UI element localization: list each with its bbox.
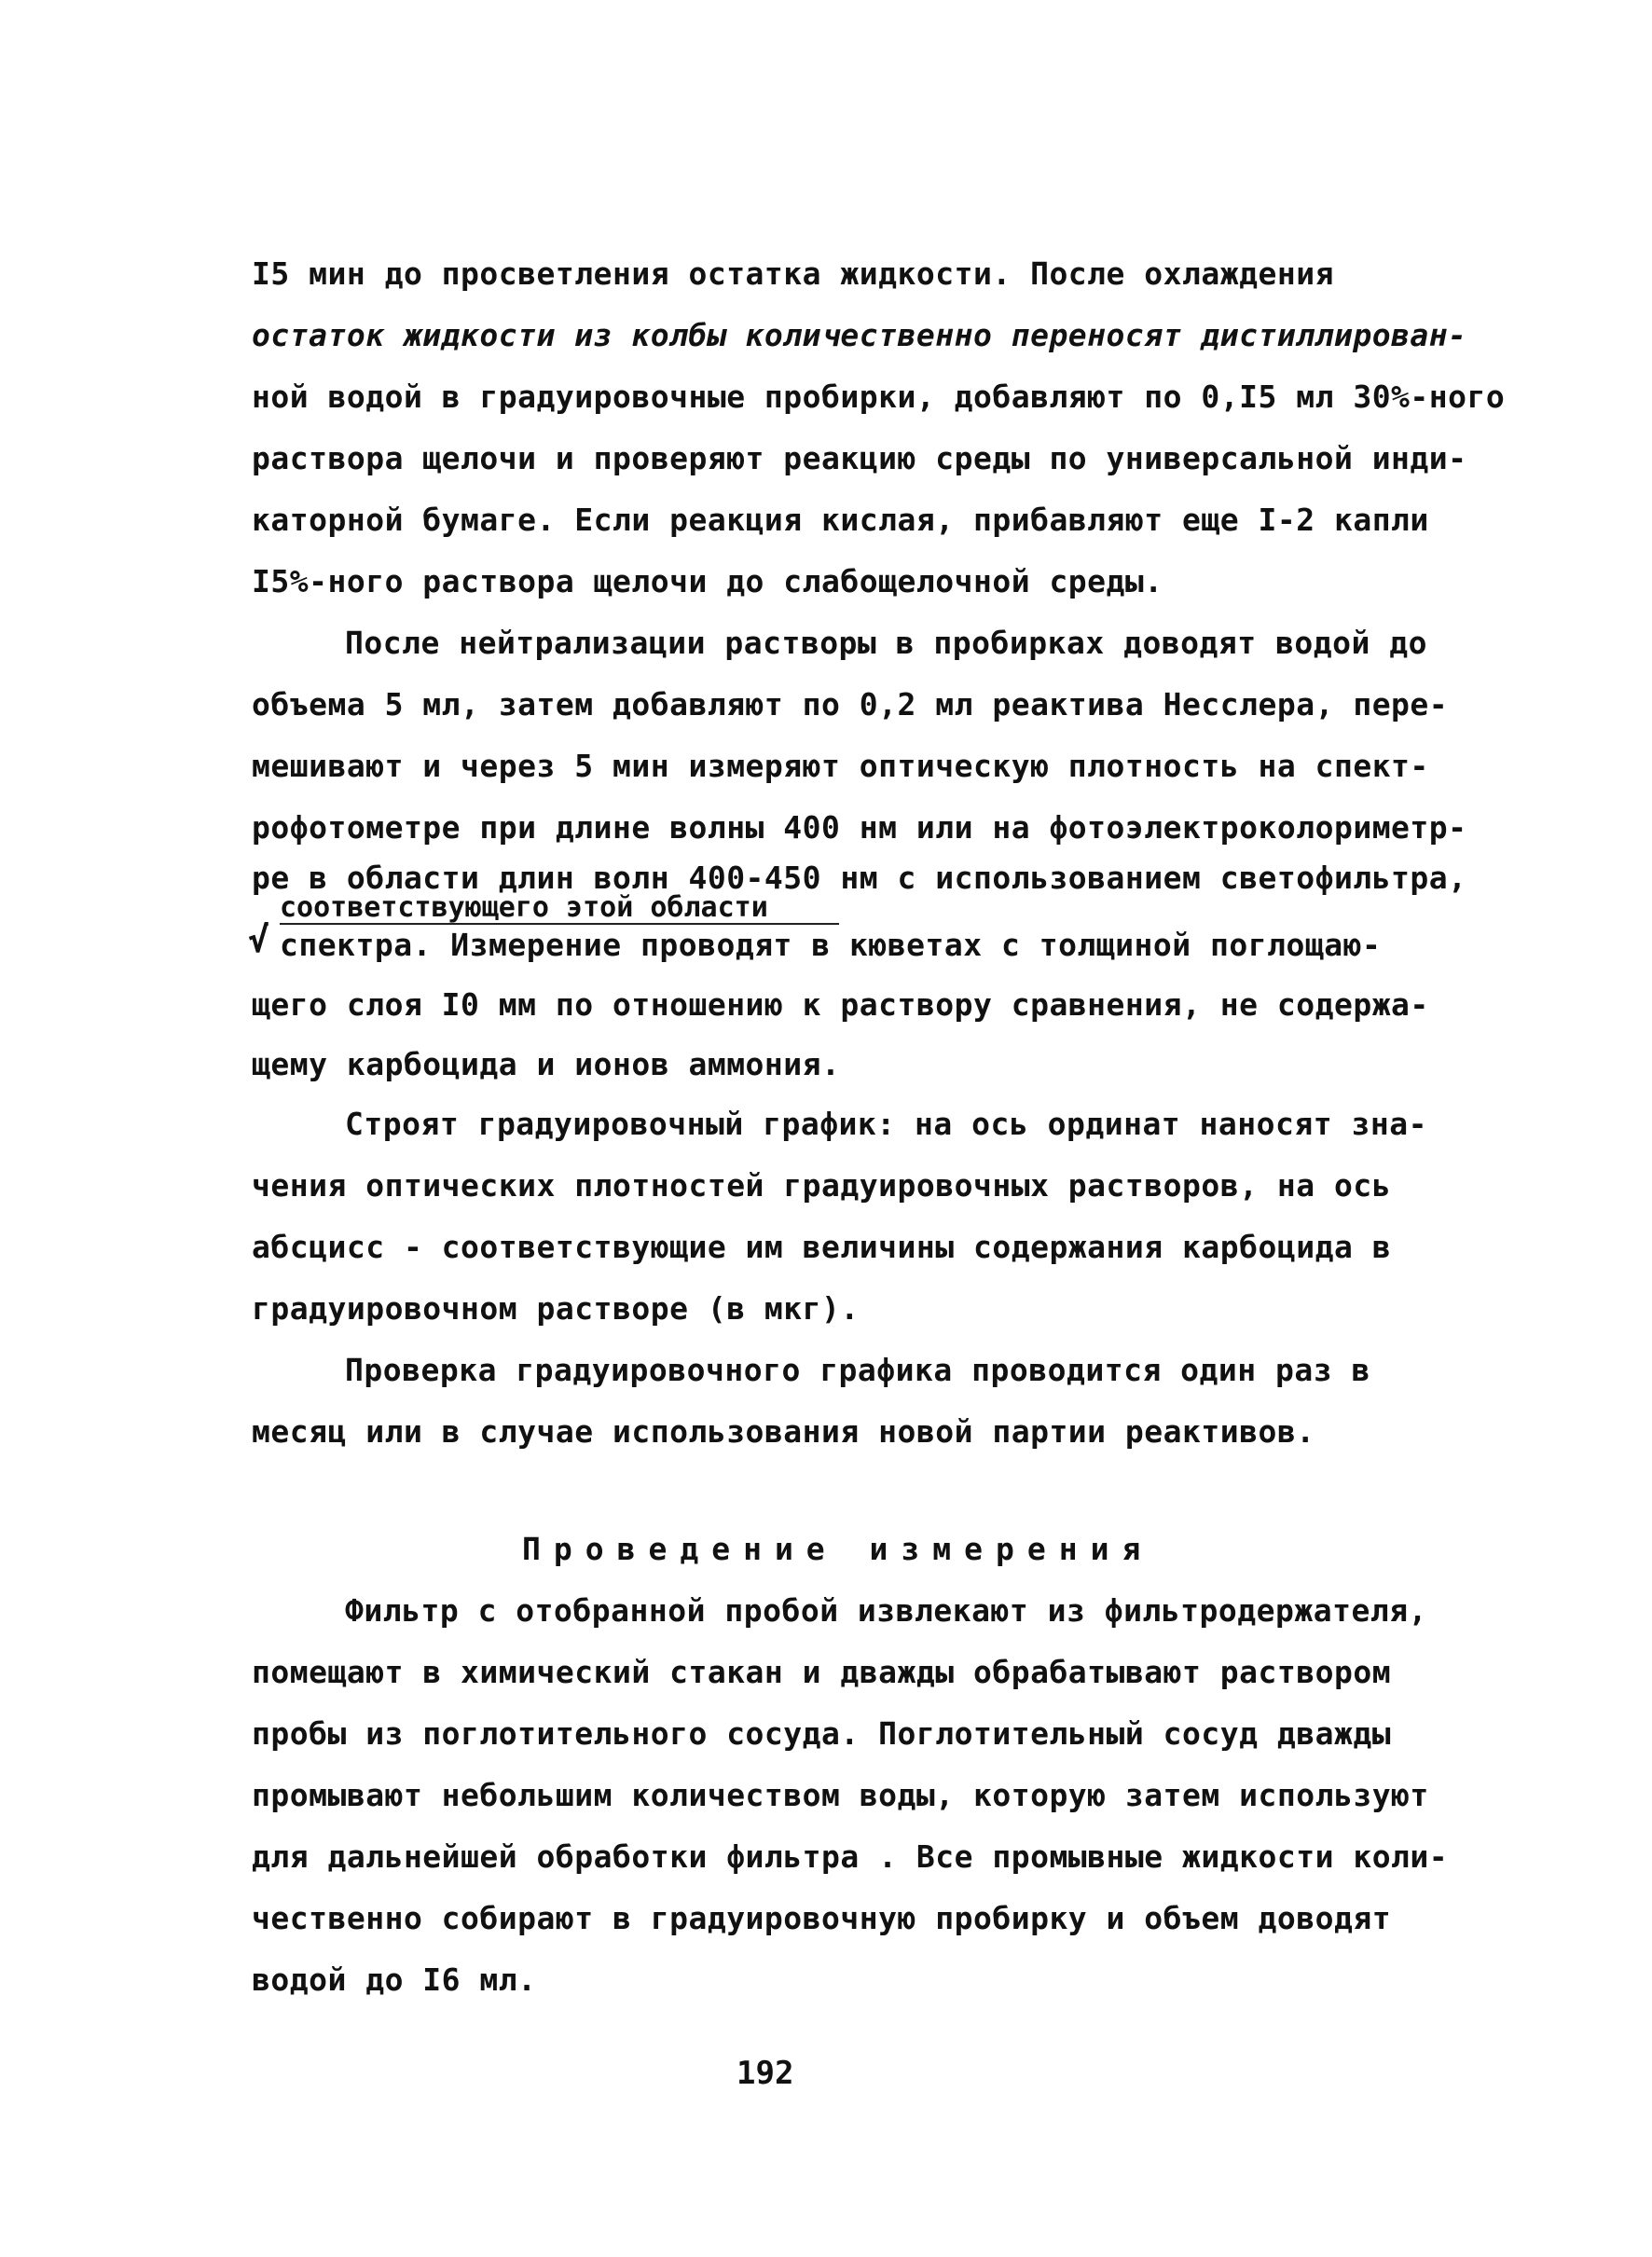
text-line: спектра. Измерение проводят в кюветах с толщиной поглощаю- xyxy=(280,927,1382,963)
text-line: помещают в химический стакан и дважды обрабатывают раствором xyxy=(252,1654,1392,1690)
text-line: I5%-ного раствора щелочи до слабощелочной среды. xyxy=(252,563,1163,599)
text-line: щего слоя I0 мм по отношению к раствору сравнения, не содержа- xyxy=(252,986,1429,1023)
text-line: После нейтрализации растворы в пробирках доводят водой до xyxy=(345,625,1427,661)
text-line: щему карбоцида и ионов аммония. xyxy=(252,1046,841,1082)
handwritten-insertion: соответствующего этой области xyxy=(280,891,768,924)
text-line: остаток жидкости из колбы количественно переносят дистиллирован- xyxy=(252,317,1467,353)
text-line: рофотометре при длине волны 400 нм или на фотоэлектроколориметр- xyxy=(252,809,1467,846)
text-line: для дальнейшей обработки фильтра . Все промывные жидкости коли- xyxy=(252,1838,1449,1875)
text-line: ре в области длин волн 400-450 нм с использованием светофильтра, xyxy=(252,860,1467,896)
section-heading: Проведение измерения xyxy=(522,1531,1154,1567)
text-line: Проверка градуировочного графика проводится один раз в xyxy=(345,1352,1370,1388)
text-line: Фильтр с отобранной пробой извлекают из фильтродержателя, xyxy=(345,1592,1427,1629)
text-line: I5 мин до просветления остатка жидкости. После охлаждения xyxy=(252,255,1334,292)
text-line: градуировочном растворе (в мкг). xyxy=(252,1290,860,1327)
text-line: пробы из поглотительного сосуда. Поглотительный сосуд дважды xyxy=(252,1715,1392,1752)
text-line: чественно собирают в градуировочную пробирку и объем доводят xyxy=(252,1900,1392,1936)
text-line: чения оптических плотностей градуировочных растворов, на ось xyxy=(252,1167,1392,1204)
page-number: 192 xyxy=(737,2055,794,2092)
text-line: мешивают и через 5 мин измеряют оптическую плотность на спект- xyxy=(252,748,1429,784)
text-line: ной водой в градуировочные пробирки, добавляют по 0,I5 мл 30%-ного xyxy=(252,378,1506,415)
text-line: месяц или в случае использования новой партии реактивов. xyxy=(252,1413,1315,1450)
text-line: каторной бумаге. Если реакция кислая, прибавляют еще I-2 капли xyxy=(252,502,1429,538)
text-line: абсцисс - соответствующие им величины содержания карбоцида в xyxy=(252,1229,1392,1265)
text-line: объема 5 мл, затем добавляют по 0,2 мл реактива Несслера, пере- xyxy=(252,686,1449,723)
text-line: Строят градуировочный график: на ось ординат наносят зна- xyxy=(345,1106,1427,1142)
text-line: раствора щелочи и проверяют реакцию среды по универсальной инди- xyxy=(252,440,1467,476)
text-line: промывают небольшим количеством воды, которую затем используют xyxy=(252,1777,1429,1813)
text-line: водой до I6 мл. xyxy=(252,1961,537,1998)
insertion-mark: √ xyxy=(248,919,269,960)
